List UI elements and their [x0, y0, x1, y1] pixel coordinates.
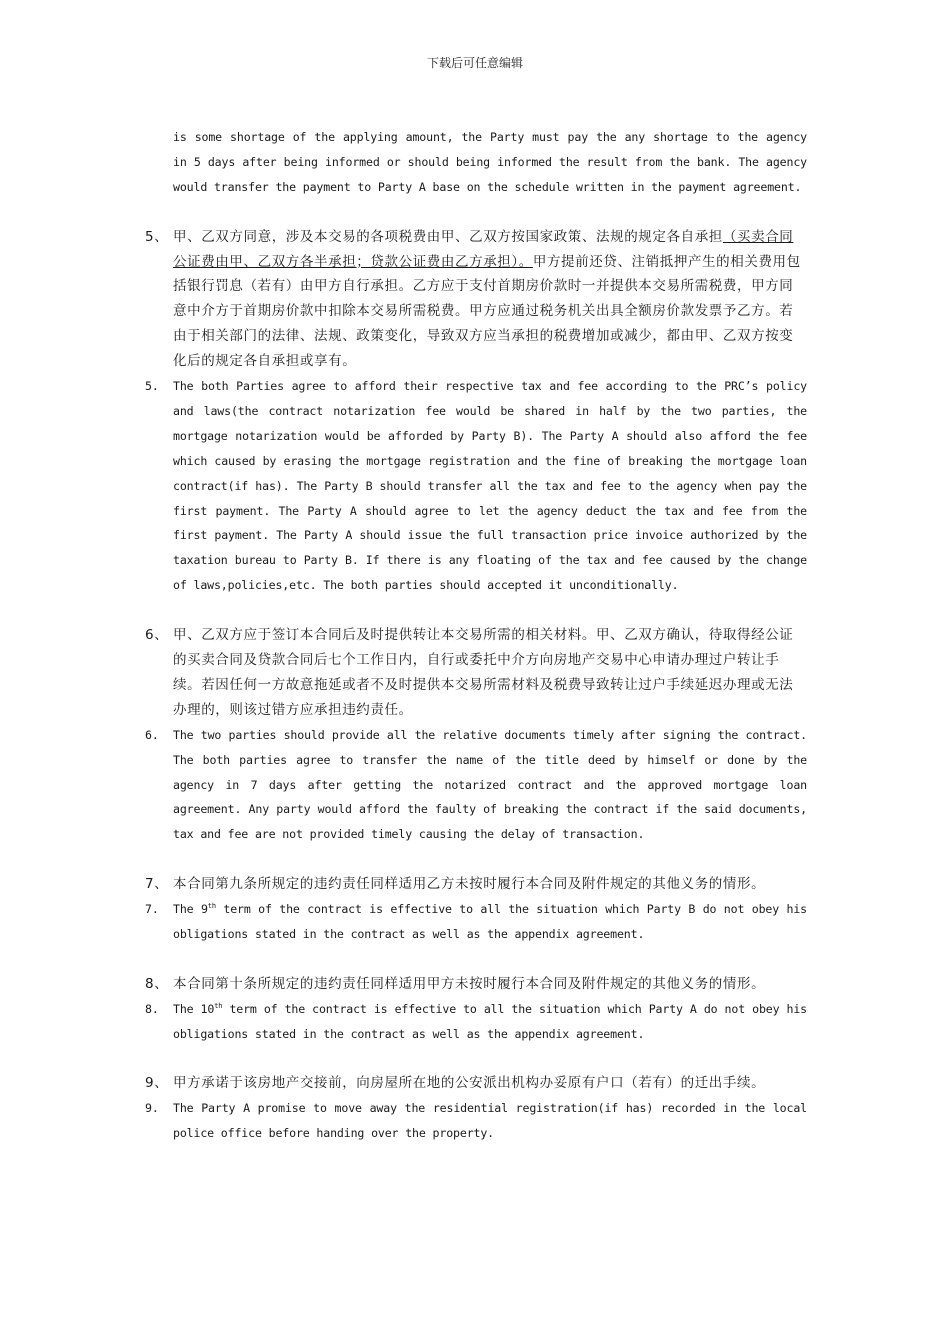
clause-5-en — [145, 374, 807, 598]
clause-7-en-text-cont: term of the contract is effective to all the situation which Party B do not obey his obligations stated in the contract as well as the appendix agreement. — [173, 902, 807, 941]
clause-5-en-number: 5. — [145, 379, 159, 394]
clause-5-zh-text-cont: 甲方提前还贷、注销抵押产生的相关费用包括银行罚息（若有）由甲方自行承担。乙方应于支付首期房价款时一并提供本交易所需税费，甲方同意中介方于首期房价款中扣除本交易所需税费。甲方应通过税务机关出具全额房价款发票予乙方。若由于相关部门的法律、法规、政策变化，导致双方应当承担的税费增加或减少，都由甲、乙双方按变化后的规定各自承担或享有。 — [173, 253, 801, 370]
clause-9-zh — [145, 1071, 807, 1096]
clause-5-zh — [145, 225, 807, 374]
clause-6-en-number: 6. — [145, 727, 159, 742]
spacer — [145, 598, 807, 623]
clause-8-zh — [145, 972, 807, 997]
clause-7-en-number: 7. — [145, 902, 159, 917]
clause-7-zh-number: 7、 — [145, 876, 169, 893]
clause-6-en — [145, 723, 807, 848]
clause-9-en — [145, 1096, 807, 1146]
intro-paragraph-en — [145, 125, 807, 200]
clause-6-zh-text: 甲、乙双方应于签订本合同后及时提供转让本交易所需的相关材料。甲、乙双方确认，待取得经公证的买卖合同及贷款合同后七个工作日内，自行或委托中介方向房地产交易中心申请办理过户转让手续。若因任何一方故意拖延或者不及时提供本交易所需材料及税费导致转让过户手续延迟办理或无法办理的，则该过错方应承担违约责任。 — [173, 627, 794, 718]
clause-8-zh-number: 8、 — [145, 975, 169, 992]
clause-5-zh-underlined: （买卖合同公证费由甲、乙双方各半承担；贷款公证费由乙方承担）。 — [173, 228, 794, 270]
clause-7-ordinal: th — [207, 902, 216, 911]
clause-5-en-text: The both Parties agree to afford their respective tax and fee according to the PRC’s policy and laws(the contract notarization fee would be shared in half by the two parties, the mortgage notarization would be afforded by Party B). The Party A should also afford the fee which caused by erasing the mortgage registration and the fine of breaking the mortgage loan contract(if has). The Party B should transfer all the tax and fee to the agency when pay the first payment. The Party A should agree to let the agency deduct the tax and fee from the first payment. The Party A should issue the full transaction price invoice authorized by the taxation bureau to Party B. If there is any floating of the tax and fee caused by the change of laws,policies,etc. The both parties should accepted it unconditionally. — [173, 379, 807, 593]
clause-9-en-text: The Party A promise to move away the residential registration(if has) recorded in the local police office before handing over the property. — [173, 1101, 807, 1141]
spacer — [145, 1046, 807, 1071]
clause-8-zh-text: 本合同第十条所规定的违约责任同样适用甲方未按时履行本合同及附件规定的其他义务的情形。 — [173, 975, 766, 992]
clause-6-zh-number: 6、 — [145, 627, 169, 644]
clause-9-zh-number: 9、 — [145, 1075, 169, 1092]
clause-7-zh — [145, 872, 807, 897]
intro-text: is some shortage of the applying amount, the Party must pay the any shortage to the agency in 5 days after being informed or should being informed the result from the bank. The agency would transfer the payment to Party A base on the schedule written in the payment agreement. — [173, 130, 807, 194]
spacer — [145, 947, 807, 972]
spacer — [145, 847, 807, 872]
clause-7-zh-text: 本合同第九条所规定的违约责任同样适用乙方未按时履行本合同及附件规定的其他义务的情形。 — [173, 876, 766, 893]
clause-6-zh — [145, 623, 807, 723]
clause-8-en-number: 8. — [145, 1001, 159, 1016]
clause-8-en-text-cont: term of the contract is effective to all the situation which Party A do not obey his obligations stated in the contract as well as the appendix agreement. — [173, 1001, 808, 1041]
clause-9-zh-text: 甲方承诺于该房地产交接前，向房屋所在地的公安派出机构办妥原有户口（若有）的迁出手续。 — [173, 1075, 766, 1092]
clause-8-en-text: The 10 — [173, 1001, 215, 1016]
clause-8-en — [145, 997, 807, 1047]
clause-5-zh-text: 甲、乙双方同意，涉及本交易的各项税费由甲、乙双方按国家政策、法规的规定各自承担 — [173, 228, 723, 245]
clause-7-en-text: The 9 — [173, 902, 208, 917]
clause-6-en-text: The two parties should provide all the relative documents timely after signing the contract. The both parties agree to transfer the name of the title deed by himself or done by the agency in 7 days after getting the notarized contract and the approved mortgage loan agreement. Any party would afford the faulty of breaking the contract if the said documents, tax and fee are not provided timely causing the delay of transaction. — [173, 727, 807, 842]
clause-9-en-number: 9. — [145, 1101, 159, 1116]
contract-body — [145, 125, 807, 1146]
clause-5-zh-number: 5、 — [145, 228, 169, 245]
clause-8-ordinal: th — [214, 1001, 223, 1010]
spacer — [145, 200, 807, 225]
clause-7-en — [145, 897, 807, 947]
page-header: 下载后可任意编辑 — [426, 56, 523, 70]
